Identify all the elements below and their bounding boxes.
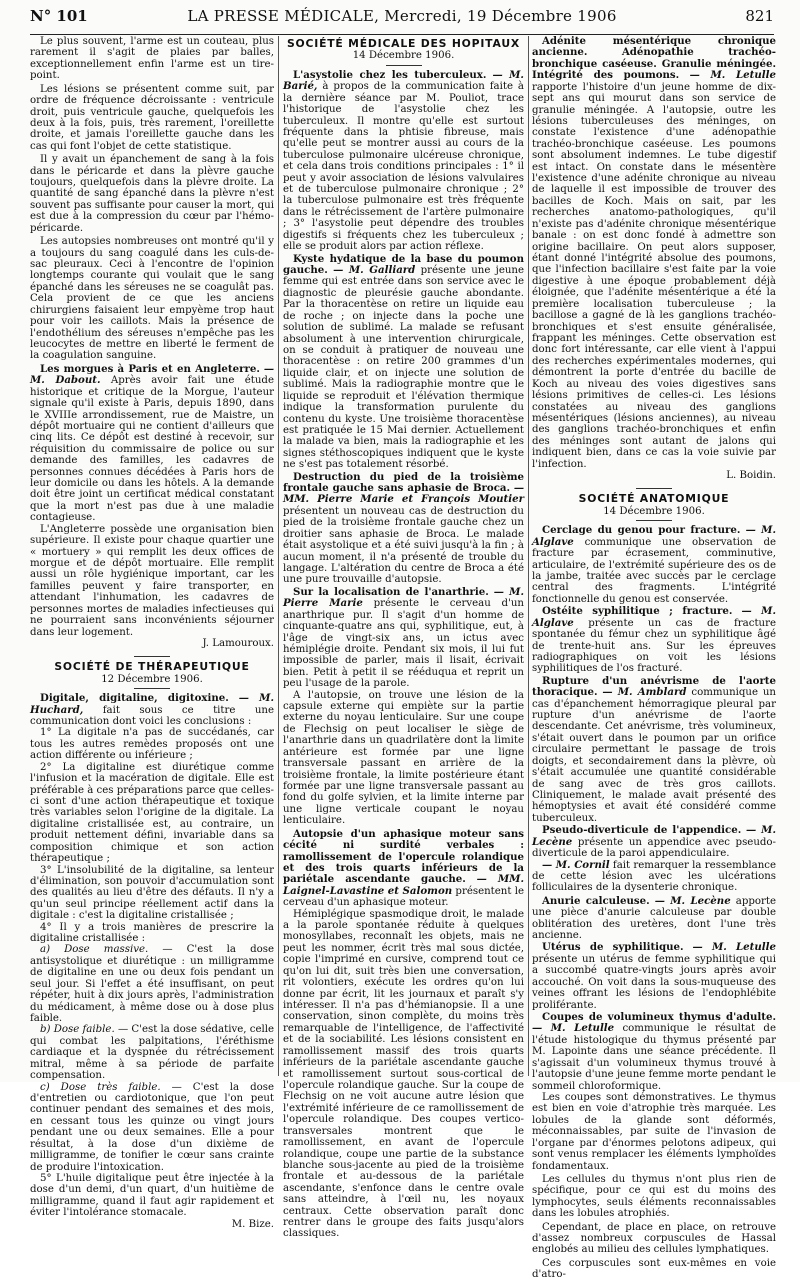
article-osteite	[532, 606, 776, 675]
article-text: communique une observation de fracture par écrasement, comminutive, articulaire, de l'extrémité supérieure des os de la jambe, traitée avec succès par le cerclage central des fragments. L'intégrité fonctionnelle du genou est conservée.	[532, 536, 776, 605]
paragraph: Le plus souvent, l'arme est un couteau, plus rarement il s'agit de plaies par balles, exceptionnellement enfin l'arme est un tire-point.	[30, 36, 274, 82]
article-title: Adénite mésentérique chronique ancienne. Adénopathie trachéo-bronchique caséeuse. Granulie méningée. Intégrité des poumons.	[532, 35, 776, 82]
paragraph: Les coupes sont démonstratives. Le thymus est bien en voie d'atrophie très marquée. Les lobules de la glande sont déformés, méconnaissables, par suite de l'invasion de l'organe par d'énormes pelotons adipeux, qui sont venus remplacer les éléments lymphoïdes fondamentaux.	[532, 1091, 776, 1172]
article-title: Cerclage du genou pour fracture.	[542, 524, 741, 537]
column-divider	[528, 36, 529, 1076]
article-text: apporte une pièce d'anurie calculeuse par double oblitération des uretères, dont l'une très ancienne.	[532, 895, 777, 942]
article-text: présente un appendice avec pseudo-diverticule de la paroi appendiculaire.	[532, 836, 776, 860]
section-rule	[386, 65, 422, 66]
article-title: Rupture d'un anévrisme de l'aorte thoracique.	[532, 674, 776, 699]
dose-item	[30, 1082, 274, 1173]
dose-label: a) Dose massive.	[40, 944, 149, 956]
list-item: 1° La digitale n'a pas de succédanés, car tous les autres remèdes proposés ont une action différente ou inférieure ;	[30, 727, 274, 762]
article-text: présente une jeune femme qui est entrée dans son service avec le diagnostic de pleurésie gauche abondante. Par la thoracentèse on retire un liquide eau de roche ; on injecte dans la poche une solution de sublimé. La malade se refusant absolument à une intervention chirurgicale, on se conduit à pratiquer de nouveau une thoracentèse : on retire 200 grammes d'un liquide clair, et on injecte une solution de sublimé. Mais la radiographie montre que le liquide se reproduit et l'élévation thermique indique la transformation purulente du contenu du kyste. Une troisième thoracentèse est pratiquée le 15 Mai dernier. Actuellement la malade va bien, mais la radiographie et les signes stéthoscopiques indiquent que le kyste ne s'est pas totalement résorbé.	[283, 265, 524, 471]
article-author: — M. Letulle	[692, 941, 776, 954]
article-text: présentent un nouveau cas de destruction du pied de la troisième frontale gauche chez un droitier sans aphasie de Broca. Le malade était asystolique et a été suivi jusqu'à la fin ; à aucun moment, il n'a présenté de trouble du langage. L'altération du centre de Broca a été une pure trouvaille d'autopsie.	[283, 505, 524, 586]
article-asystolie	[283, 70, 524, 253]
article-title: Digitale, digitaline, digitoxine.	[40, 692, 229, 705]
page-number: 821	[745, 7, 774, 25]
column-right	[532, 35, 777, 1281]
list-item: 2° La digitaline est diurétique comme l'infusion et la macération de digitale. Elle est préférable à ces préparations parce que celles-ci sont d'une action thérapeutique et toxique très variables selon l'origine de la digitale. La digitaline cristallisée est, au contraire, un produit nettement défini, invariable dans sa composition chimique et son action thérapeutique ;	[30, 761, 274, 865]
column-divider	[278, 36, 279, 1076]
list-item: 3° L'insolubilité de la digitaline, sa lenteur d'élimination, son pouvoir d'accumulation sont des qualités au lieu d'être des défauts. Il n'y a qu'un seul principe réellement actif dans la digitale : c'est la digitaline cristallisée ;	[30, 864, 274, 922]
article-title: Coupes de volumineux thymus d'adulte.	[542, 1011, 776, 1024]
section-title: SOCIÉTÉ ANATOMIQUE	[578, 492, 730, 506]
article-text: communique le résultat de l'étude histologique du thymus présenté par M. Lapointe dans une séance précédente. Il s'agissait d'un volumineux thymus trouvé à l'autopsie d'une jeune femme morte pendant le sommeil chloroformique.	[532, 1023, 776, 1092]
article-diverticule	[532, 825, 776, 859]
article-text: présente le cerveau d'un anarthrique pur. Il s'agit d'un homme de cinquante-quatre ans qui, syphilitique, eut, à l'âge de vingt-six ans, un ictus avec hémiplégie droite. Pendant six mois, il lui fut impossible de parler, mais il lisait, écrivait bien. Petit à petit il se rééduqua et reprit un peu l'usage de la parole.	[283, 598, 524, 690]
article-author: — MM. Laignel-Lavastine et Salomon	[283, 873, 524, 897]
section-title: SOCIÉTÉ MÉDICALE DES HOPITAUX	[286, 37, 521, 50]
dose-item	[30, 1024, 274, 1081]
article-author: — M. Letulle	[689, 69, 776, 82]
article-digitale	[30, 693, 274, 727]
article-author: — M. Galliard	[333, 264, 416, 277]
article-author: — M. Dabout.	[30, 362, 274, 387]
article-title: L'asystolie chez les tuberculeux.	[293, 68, 487, 81]
article-anurie	[532, 896, 776, 942]
paragraph: A l'autopsie, on trouve une lésion de la capsule externe qui empiète sur la partie externe du noyau lenticulaire. Sur une coupe de Flechsig on peut localiser le siège de l'anarthrie dans un quadrilatère dont la limite antérieure est formée par une ligne transversale passant en arrière de la troisième frontale, la limite postérieure étant formée par une ligne transversale passant au fond du golfe sylvien, et la limite interne par une ligne verticale coupant le noyau lenticulaire.	[283, 689, 524, 827]
article-text: communique un cas d'épanchement hémorragique pleural par rupture d'un anévrisme de l'aorte descendante. Cet anévrisme, très volumineux, s'était ouvert dans le poumon par un orifice circulaire permettant le passage de trois doigts, et secondairement dans la plèvre, où s'était accumulée une quantité considérable de sang avec de très gros caillots. Cliniquement, le malade avait présenté des hémoptysies et avait été considéré comme tuberculeux.	[532, 687, 776, 824]
article-text: fait remarquer la ressemblance de cette lésion avec les ulcérations folliculaires de la dysenterie chronique.	[532, 859, 776, 894]
paragraph: L'Angleterre possède une organisation bien supérieure. Il existe pour chaque quartier une « mortuery » qui remplit les deux offices de morgue et de dépôt mortuaire. Elle remplit aussi un rôle hygiénique important, car les familles peuvent y faire transporter, en attendant l'inhumation, les cadavres de personnes mortes de maladies infectieuses qui ne pourraient sans inconvénients séjourner dans leur logement.	[30, 523, 274, 638]
article-aphasique	[283, 829, 524, 909]
article-adenite	[532, 36, 776, 470]
article-thymus	[532, 1012, 776, 1092]
article-text: à propos de la communication faite à la dernière séance par M. Pouliot, trace l'historique de l'asystolie chez les tuberculeux. Il montre qu'elle est surtout fréquente dans la phtisie fibreuse, mais qu'elle peut se montrer aussi au cours de la tuberculose pulmonaire ulcéreuse chronique, et cela dans trois conditions principales : 1° il peut y avoir association de lésions valvulaires et de tuberculose pulmonaire chronique ; 2° la tuberculose pulmonaire est très fréquente dans le rétrécissement de l'artère pulmonaire ; 3° l'asystolie peut dépendre des troubles digestifs si fréquents chez les tuberculeux ; elle se produit alors par action réflexe.	[283, 81, 524, 253]
paragraph: Ces corpuscules sont eux-mêmes en voie d'atro-	[532, 1257, 776, 1281]
article-title: Pseudo-diverticule de l'appendice.	[542, 824, 742, 837]
dose-item	[30, 944, 274, 1024]
column-middle	[283, 36, 524, 1240]
article-title: Anurie calculeuse.	[542, 894, 650, 907]
article-author: — M. Letulle	[532, 1022, 615, 1035]
paragraph: Hémiplégique spasmodique droit, le malade a la parole spontanée réduite à quelques monosyllabes, reconnaît les objets, mais ne peut les nommer, écrit très mal sous dictée, copie l'imprimé en cursive, comprend tout ce qu'on lui dit, suit très bien une conversation, rit volontiers, exécute les ordres qu'on lui donne par écrit, lit les journaux et paraît s'y intéresser. Il n'a pas d'hémianopsie. Il a une conservation, sinon complète, du moins très remarquable de l'intelligence, de l'affectivité et de la sociabilité. Les lésions consistent en ramollissement massif des trois quarts inférieurs de la pariétale ascendante gauche et ramollissement surtout sous-cortical de l'opercule rolandique gauche. Sur la coupe de Flechsig on ne voit aucune autre lésion que l'extrémité inférieure de ce ramollissement de l'opercule rolandique. Des coupes vertico-transversales montrent que le ramollissement, en avant de l'opercule rolandique, coupe une partie de la substance blanche sous-jacente au pied de la troisième frontale et au-dessous de la pariétale ascendante, s'enfonce dans le centre ovale sans atteindre, à l'œil nu, les noyaux centraux. Cette observation paraît donc rentrer dans le groupe des faits jusqu'alors classiques.	[283, 908, 524, 1240]
section-heading-therapeutique	[30, 656, 274, 689]
paragraph: Cependant, de place en place, on retrouve d'assez nombreux corpuscules de Hassal englobés au milieu des cellules lymphatiques.	[532, 1221, 776, 1256]
signature: L. Boidin.	[726, 470, 776, 482]
article-anevrisme	[532, 676, 776, 824]
article-author: — M. Alglave	[532, 605, 776, 629]
article-text: présente un cas de fracture spontanée du fémur chez un syphilitique âgé de trente-huit ans. Sur les épreuves radiographiques on voit les lésions syphilitiques de l'os fracturé.	[532, 617, 777, 675]
dose-text: — C'est la dose sédative, celle qui combat les palpitations, l'éréthisme cardiaque et la dyspnée du rétrécissement mitral, même à sa période de parfaite compensation.	[30, 1024, 275, 1082]
article-morgues	[30, 364, 274, 524]
dose-text: — C'est la dose d'entretien ou cardiotonique, que l'on peut continuer pendant des semaines et des mois, en cessant tous les quinze ou vingt jours pendant une ou deux semaines. Elle a pour résultat, à la dose d'un dixième de milligramme, de tonifier le cœur sans crainte de produire l'intoxication.	[30, 1081, 274, 1173]
dose-text: — C'est la dose antisystolique et diurétique : un milligramme de digitaline en une ou deux fois pendant un seul jour. Si l'effet a été insuffisant, on peut répéter, huit à dix jours après, l'administration du médicament, à même dose ou à dose plus faible.	[30, 944, 274, 1025]
dose-label: b) Dose faible.	[40, 1024, 115, 1036]
article-uterus	[532, 942, 776, 1011]
section-heading-anatomique	[532, 488, 776, 521]
column-left	[30, 36, 275, 1230]
publication-title: LA PRESSE MÉDICALE, Mercredi, 19 Décembre 1906	[187, 7, 617, 25]
section-rule	[636, 520, 672, 521]
article-author: — M. Alglave	[532, 524, 776, 548]
section-rule	[134, 688, 170, 689]
paragraph: Les lésions se présentent comme suit, par ordre de fréquence décroissante : ventricule droit, puis ventricule gauche, quelquefois les deux à la fois, puis, très rarement, l'oreillette droite, et jamais l'oreillette gauche dans les cas qui font l'objet de cette statistique.	[30, 83, 274, 152]
article-text: présentent le cerveau d'un aphasique moteur.	[283, 885, 524, 909]
section-rule	[134, 656, 170, 657]
article-author: — M. Lecène	[532, 824, 776, 848]
paragraph: Les autopsies nombreuses ont montré qu'il y a toujours du sang coagulé dans les culs-de-sac pleuraux. Ceci à l'encontre de l'opinion longtemps courante qui voulait que le sang épanché dans les séreuses ne se coagulât pas. Cela provient de ce que les anciens chirurgiens faisaient leur empyème trop haut pour voir les caillots. Mais la présence de l'endothélium des séreuses n'empêche pas les leucocytes de mettre en liberté le ferment de la coagulation sanguine.	[30, 236, 274, 362]
article-text: rapporte l'histoire d'un jeune homme de dix-sept ans qui mourut dans son service de granulie méningée. A l'autopsie, outre les lésions tuberculeuses des méninges, on constate l'existence d'une adénopathie trachéo-bronchique caséeuse. Les poumons sont absolument indemnes. Le tube digestif est intact. On constate dans le mésentère l'existence d'une adénite chronique au niveau de laquelle il est impossible de trouver des bacilles de Koch. Mais on sait, par les recherches anatomo-pathologiques, qu'il n'existe pas d'adénite chronique mésentérique banale : on est donc fondé à admettre son origine bacillaire. On peut alors supposer, étant donné l'intégrité absolue des poumons, que l'infection bacillaire s'est faite par la voie digestive à une époque probablement déjà éloignée, que l'adénite mésentérique a été la première localisation tuberculeuse ; la bacillose a gagné de là les ganglions trachéo-bronchiques et s'est ensuite généralisée, frappant les méninges. Cette observation est donc fort intéressante, car elle vient à l'appui des recherches expérimentales modernes, qui démontrent la porte d'entrée du bacille de Koch au niveau des voies digestives sans lésions primitives de celles-ci. Les lésions constatées au niveau des ganglions mésentériques (lésions anciennes), au niveau des ganglions trachéo-bronchiques et enfin des méninges sont autant de jalons qui indiquent bien, dans ce cas la voie suivie par l'infection.	[532, 81, 776, 470]
article-anarthrie	[283, 587, 524, 690]
paragraph: Les cellules du thymus n'ont plus rien de spécifique, pour ce qui est du moins des lymphocytes, seuls éléments reconnaissables dans les lobules atrophiés.	[532, 1173, 776, 1220]
article-cerclage	[532, 525, 776, 605]
list-item: 4° Il y a trois manières de prescrire la digitaline cristallisée :	[30, 921, 274, 945]
article-title: Destruction du pied de la troisième frontale gauche sans aphasie de Broca.	[283, 470, 524, 495]
article-title: Kyste hydatique de la base du poumon gauche.	[283, 252, 524, 277]
article-broca	[283, 472, 524, 586]
article-author: — M. Pierre Marie	[283, 585, 524, 610]
dose-label: c) Dose très faible.	[40, 1081, 161, 1093]
article-title: Les morgues à Paris et en Angleterre.	[40, 362, 260, 375]
article-author: — M. Cornil	[542, 858, 610, 871]
article-title: Ostéite syphilitique ; fracture.	[542, 605, 733, 618]
signature: M. Bize.	[231, 1218, 274, 1230]
article-text: Après avoir fait une étude historique et critique de la Morgue, l'auteur signale qu'il existe à Paris, depuis 1890, dans le XVIIIe arrondissement, rue de Maistre, un dépôt mortuaire qui ne contient d'ailleurs que cinq lits. Ce dépôt est destiné à recevoir, sur réquisition du commissaire de police ou sur demande des familles, les cadavres de personnes connues décédées à Paris hors de leur domicile ou dans les hôtels. A la demande doit être joint un certificat médical constatant que la mort n'est pas due à une maladie contagieuse.	[30, 375, 274, 524]
article-author: — M. Amblard	[602, 686, 687, 699]
article-text: fait sous ce titre une communication dont voici les conclusions :	[30, 704, 274, 728]
section-date: 12 Décembre 1906.	[101, 673, 203, 685]
article-text: présente un utérus de femme syphilitique qui a succombé quatre-vingts jours après avoir accouché. On voit dans la sous-muqueuse des veines offrant les lésions de l'endophlébite proliférante.	[532, 953, 776, 1011]
issue-number: N° 101	[30, 7, 88, 25]
section-title: SOCIÉTÉ DE THÉRAPEUTIQUE	[54, 660, 250, 674]
article-author: — M. Lecène	[654, 894, 731, 907]
section-date: 14 Décembre 1906.	[603, 505, 705, 517]
article-kyste	[283, 254, 524, 471]
article-author: — M. Huchard,	[30, 692, 274, 716]
article-author: — MM. Pierre Marie et François Moutier	[283, 482, 524, 506]
article-title: Utérus de syphilitique.	[542, 941, 684, 954]
section-date: 14 Décembre 1906.	[352, 50, 455, 62]
article-author: — M. Barié,	[283, 68, 524, 93]
signature: J. Lamouroux.	[202, 637, 274, 649]
list-item: 5° L'huile digitalique peut être injectée à la dose d'un demi, d'un quart, d'un huitième de milligramme, quand il faut agir rapidement et éviter l'intolérance stomacale.	[30, 1172, 274, 1219]
page-header	[30, 0, 774, 35]
article-title: Sur la localisation de l'anarthrie.	[293, 585, 489, 598]
article-cornil	[532, 860, 776, 894]
section-rule	[636, 488, 672, 489]
paragraph: Il y avait un épanchement de sang à la fois dans le péricarde et dans la plèvre gauche toujours, quelquefois dans la plèvre droite. La quantité de sang épanché dans la plèvre n'est souvent pas suffisante pour causer la mort, qui est due à la compression du cœur par l'hémo-péricarde.	[30, 154, 274, 234]
section-heading-hopitaux	[283, 38, 524, 66]
article-title: Autopsie d'un aphasique moteur sans cécité ni surdité verbales : ramollissement de l'opercule rolandique et des trois quarts inférieurs de la pariétale ascendante gauche.	[283, 827, 524, 886]
